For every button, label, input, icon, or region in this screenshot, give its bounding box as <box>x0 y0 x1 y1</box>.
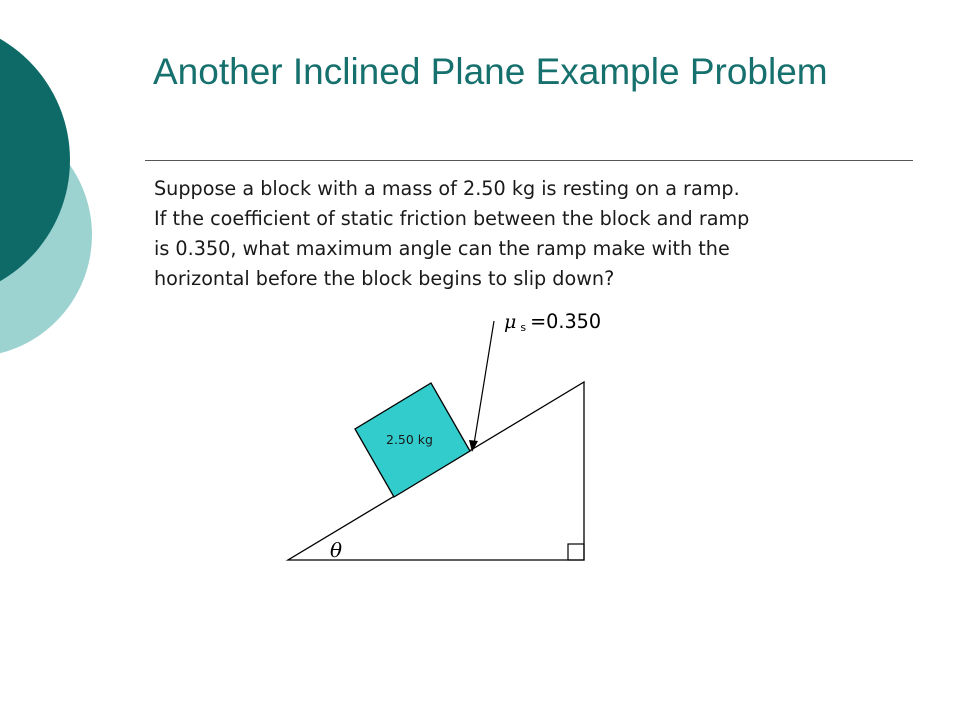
friction-arrow-line <box>474 321 494 444</box>
problem-line-3: is 0.350, what maximum angle can the ramp make with the <box>154 237 730 260</box>
block-mass-label: 2.50 kg <box>386 432 433 447</box>
friction-coefficient-label <box>504 310 601 335</box>
angle-theta-label: θ <box>330 538 343 562</box>
problem-line-4: horizontal before the block begins to slip down? <box>154 267 615 290</box>
slide-title: Another Inclined Plane Example Problem <box>153 51 828 92</box>
problem-line-2: If the coefficient of static friction between the block and ramp <box>154 207 750 230</box>
mu-subscript: s <box>520 321 527 334</box>
mu-value: =0.350 <box>530 310 602 333</box>
mu-symbol: μ <box>504 311 517 333</box>
problem-line-1: Suppose a block with a mass of 2.50 kg is resting on a ramp. <box>154 177 740 200</box>
